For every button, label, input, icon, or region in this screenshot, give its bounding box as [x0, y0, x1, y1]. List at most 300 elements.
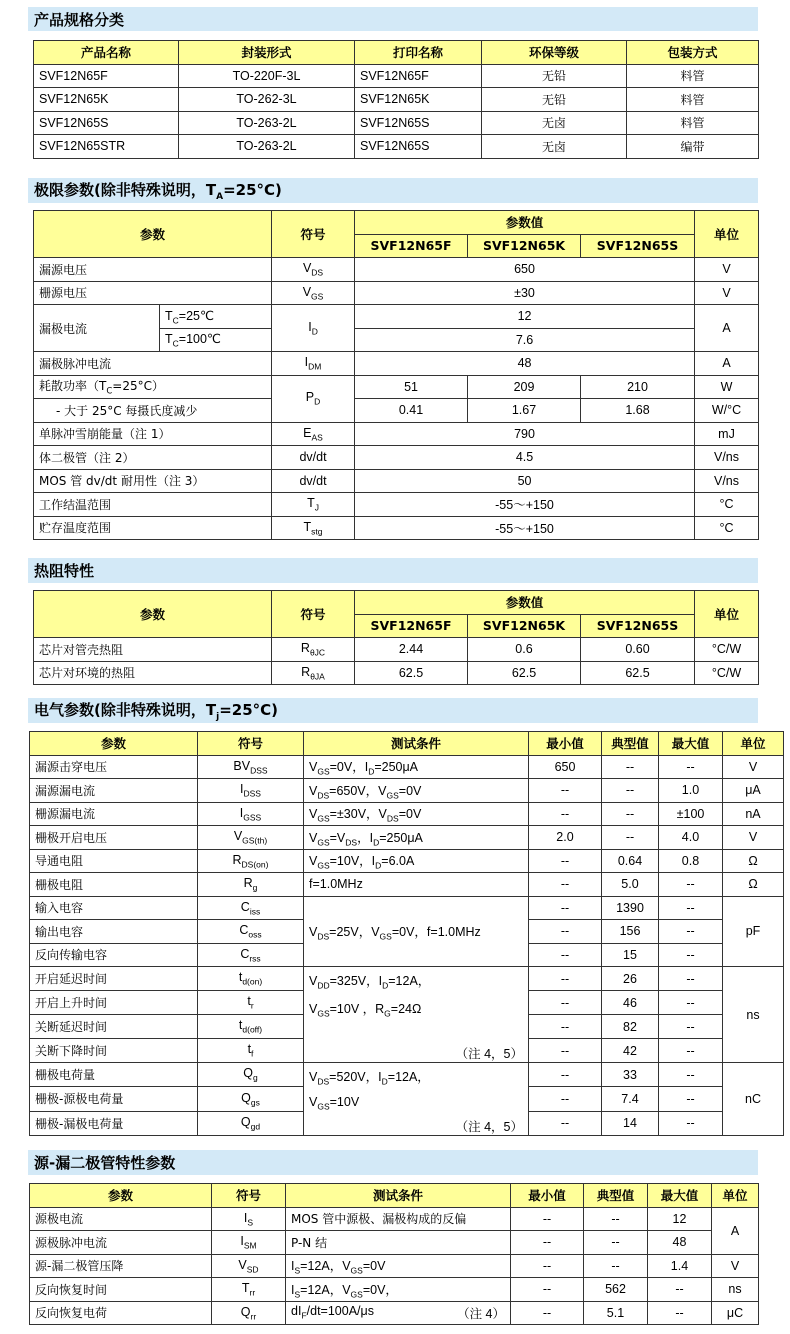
value: 7.6 — [355, 328, 695, 352]
header-cell: 符号 — [212, 1184, 286, 1208]
typ-value: 1390 — [602, 896, 659, 920]
header-cell: 单位 — [712, 1184, 759, 1208]
min-value: -- — [511, 1254, 584, 1278]
max-value: 12 — [648, 1207, 712, 1231]
header-cell: 打印名称 — [355, 41, 482, 65]
table-row — [30, 1301, 759, 1325]
param-name: 开启延迟时间 — [30, 967, 198, 991]
table-row — [30, 802, 784, 826]
section-title-absolute-max — [28, 178, 758, 203]
param-name: 导通电阻 — [30, 849, 198, 873]
test-condition: $V_{DS}=520V$，$I_D=12A$， $V_{GS}=10V$ （注 4，5） — [304, 1063, 529, 1136]
table-header-row — [34, 211, 759, 235]
value: 210 — [581, 375, 695, 399]
param-name: 体二极管（注 2） — [34, 446, 272, 470]
param-name: 栅源漏电流 — [30, 802, 198, 826]
symbol: $V_{SD}$ — [212, 1254, 286, 1278]
symbol: $t_{d(on)}$ — [198, 967, 304, 991]
symbol: $Q_{gs}$ — [198, 1087, 304, 1111]
header-cell: 符号 — [198, 732, 304, 756]
cell: 无卤 — [482, 111, 627, 135]
header-cell: 参数 — [30, 1184, 212, 1208]
unit: μC — [712, 1301, 759, 1325]
param-name: 耗散功率$(T_C=25^\circ C)$ — [34, 375, 272, 399]
table-row — [34, 446, 759, 470]
table-row — [30, 1254, 759, 1278]
header-model: SVF12N65F — [355, 234, 468, 258]
typ-value: 562 — [584, 1278, 648, 1302]
symbol: $Q_{rr}$ — [212, 1301, 286, 1325]
value: 51 — [355, 375, 468, 399]
max-value: -- — [648, 1278, 712, 1302]
typ-value: -- — [584, 1207, 648, 1231]
section-title-electrical — [28, 698, 758, 723]
param-name: 漏极脉冲电流 — [34, 352, 272, 376]
max-value: -- — [659, 943, 723, 967]
max-value: -- — [659, 1063, 723, 1087]
max-value: 1.4 — [648, 1254, 712, 1278]
unit: °C/W — [695, 661, 759, 685]
symbol: $I_{SM}$ — [212, 1231, 286, 1255]
header-cell: 封装形式 — [179, 41, 355, 65]
header-cell: 测试条件 — [304, 732, 529, 756]
unit: W — [695, 375, 759, 399]
param-name: 栅极-漏极电荷量 — [30, 1111, 198, 1135]
unit: V/ns — [695, 469, 759, 493]
unit: °C — [695, 493, 759, 517]
title-main: 电气参数(除非特殊说明，T — [34, 701, 217, 719]
table-row — [34, 638, 759, 662]
value: 4.5 — [355, 446, 695, 470]
value: 0.41 — [355, 399, 468, 423]
symbol: $T_J$ — [272, 493, 355, 517]
min-value: -- — [511, 1278, 584, 1302]
param-name: 源极电流 — [30, 1207, 212, 1231]
table-row — [30, 896, 784, 920]
cell: TO-262-3L — [179, 88, 355, 112]
symbol: $V_{GS}$ — [272, 281, 355, 305]
min-value: -- — [511, 1207, 584, 1231]
product-spec-table — [33, 40, 759, 159]
min-value: -- — [529, 896, 602, 920]
min-value: -- — [529, 779, 602, 803]
test-condition: $V_{DS}=25V$，$V_{GS}=0V$，f=1.0MHz — [304, 896, 529, 967]
typ-value: 5.0 — [602, 873, 659, 897]
param-name: 栅极电阻 — [30, 873, 198, 897]
table-row — [34, 305, 759, 329]
table-header-row — [30, 732, 784, 756]
section-title-text: 源-漏二极管特性参数 — [34, 1154, 176, 1172]
cell: SVF12N65S — [34, 111, 179, 135]
header-model: SVF12N65K — [468, 234, 581, 258]
test-condition: MOS 管中源极、漏极构成的反偏 — [286, 1207, 511, 1231]
table-header-row — [34, 591, 759, 615]
symbol: $R_{\theta JA}$ — [272, 661, 355, 685]
value: 2.44 — [355, 638, 468, 662]
unit: nC — [723, 1063, 784, 1136]
value: 209 — [468, 375, 581, 399]
unit: V — [695, 281, 759, 305]
unit: ns — [712, 1278, 759, 1302]
unit: nA — [723, 802, 784, 826]
symbol: $C_{oss}$ — [198, 920, 304, 944]
cell: SVF12N65K — [34, 88, 179, 112]
title-sub: A — [216, 192, 224, 202]
param-name: 芯片对管壳热阻 — [34, 638, 272, 662]
table-row — [34, 469, 759, 493]
unit: A — [695, 352, 759, 376]
thermal-table — [33, 590, 759, 685]
table-row — [34, 422, 759, 446]
condition: $T_C=100℃$ — [160, 328, 272, 352]
max-value: -- — [659, 991, 723, 1015]
symbol: $Q_g$ — [198, 1063, 304, 1087]
cell: 无铅 — [482, 88, 627, 112]
symbol: $t_r$ — [198, 991, 304, 1015]
max-value: -- — [659, 967, 723, 991]
cell: TO-220F-3L — [179, 64, 355, 88]
table-row — [30, 1207, 759, 1231]
cell: 编带 — [627, 135, 759, 159]
symbol: $I_S$ — [212, 1207, 286, 1231]
section-title-diode — [28, 1150, 758, 1175]
table-row — [34, 111, 759, 135]
title-main: 极限参数(除非特殊说明，T — [34, 181, 217, 199]
symbol: $Q_{gd}$ — [198, 1111, 304, 1135]
typ-value: -- — [584, 1231, 648, 1255]
param-name: 源-漏二极管压降 — [30, 1254, 212, 1278]
header-cell: 最小值 — [529, 732, 602, 756]
max-value: -- — [659, 1015, 723, 1039]
value: 1.68 — [581, 399, 695, 423]
table-row — [30, 755, 784, 779]
unit: W/°C — [695, 399, 759, 423]
param-name: 源极脉冲电流 — [30, 1231, 212, 1255]
param-name: 输入电容 — [30, 896, 198, 920]
value: 0.6 — [468, 638, 581, 662]
unit: V — [695, 258, 759, 282]
symbol: $T_{stg}$ — [272, 516, 355, 540]
cell: 料管 — [627, 88, 759, 112]
header-cell: 产品名称 — [34, 41, 179, 65]
param-name: 漏源击穿电压 — [30, 755, 198, 779]
header-cell: 典型值 — [602, 732, 659, 756]
min-value: -- — [529, 1015, 602, 1039]
unit: V — [723, 755, 784, 779]
param-name: 栅源电压 — [34, 281, 272, 305]
title-sub: j — [216, 712, 220, 722]
section-title-text — [34, 699, 278, 722]
symbol: dv/dt — [272, 469, 355, 493]
max-value: -- — [659, 1087, 723, 1111]
symbol: $E_{AS}$ — [272, 422, 355, 446]
cell: SVF12N65F — [34, 64, 179, 88]
cell: TO-263-2L — [179, 111, 355, 135]
min-value: -- — [529, 849, 602, 873]
header-unit: 单位 — [695, 591, 759, 638]
typ-value: 14 — [602, 1111, 659, 1135]
typ-value: 33 — [602, 1063, 659, 1087]
min-value: -- — [529, 1111, 602, 1135]
typ-value: 5.1 — [584, 1301, 648, 1325]
header-model: SVF12N65S — [581, 614, 695, 638]
max-value: -- — [659, 896, 723, 920]
unit: °C — [695, 516, 759, 540]
table-row — [34, 516, 759, 540]
table-row — [30, 1231, 759, 1255]
header-cell: 包装方式 — [627, 41, 759, 65]
symbol: $R_{\theta JC}$ — [272, 638, 355, 662]
symbol: $C_{rss}$ — [198, 943, 304, 967]
param-name: MOS 管 dv/dt 耐用性（注 3） — [34, 469, 272, 493]
value: 62.5 — [468, 661, 581, 685]
symbol: $t_{d(off)}$ — [198, 1015, 304, 1039]
unit: °C/W — [695, 638, 759, 662]
unit: pF — [723, 896, 784, 967]
header-values: 参数值 — [355, 211, 695, 235]
header-model: SVF12N65S — [581, 234, 695, 258]
table-row — [34, 64, 759, 88]
min-value: -- — [529, 967, 602, 991]
table-row — [30, 849, 784, 873]
param-name: 栅极-源极电荷量 — [30, 1087, 198, 1111]
min-value: -- — [529, 1063, 602, 1087]
test-condition: $V_{DD}=325V$，$I_D=12A$， $V_{GS}=10V$ ，$R_G=24\Omega$ （注 4，5） — [304, 967, 529, 1063]
value: 50 — [355, 469, 695, 493]
unit: ns — [723, 967, 784, 1063]
param-name: 关断延迟时间 — [30, 1015, 198, 1039]
max-value: -- — [659, 1111, 723, 1135]
table-row — [30, 873, 784, 897]
cell: SVF12N65K — [355, 88, 482, 112]
header-param: 参数 — [34, 211, 272, 258]
typ-value: -- — [602, 826, 659, 850]
typ-value: 0.64 — [602, 849, 659, 873]
header-symbol: 符号 — [272, 211, 355, 258]
table-row — [34, 375, 759, 399]
unit: V — [723, 826, 784, 850]
test-condition: $V_{GS}=10V$，$I_D=6.0A$ — [304, 849, 529, 873]
section-title-product-spec — [28, 7, 758, 31]
max-value: 1.0 — [659, 779, 723, 803]
header-unit: 单位 — [695, 211, 759, 258]
param-name: 栅极电荷量 — [30, 1063, 198, 1087]
value: 790 — [355, 422, 695, 446]
table-row — [34, 352, 759, 376]
condition: $T_C=25℃$ — [160, 305, 272, 329]
test-condition: f=1.0MHz — [304, 873, 529, 897]
test-condition: $V_{GS}=V_{DS}$，$I_D=250\mu A$ — [304, 826, 529, 850]
value: 48 — [355, 352, 695, 376]
min-value: -- — [529, 991, 602, 1015]
symbol: $R_g$ — [198, 873, 304, 897]
header-cell: 最大值 — [659, 732, 723, 756]
unit: Ω — [723, 873, 784, 897]
section-title-text: 热阻特性 — [34, 562, 95, 580]
value: -55～+150 — [355, 493, 695, 517]
param-name: 漏源电压 — [34, 258, 272, 282]
table-row — [30, 826, 784, 850]
max-value: -- — [648, 1301, 712, 1325]
unit: A — [695, 305, 759, 352]
symbol: $BV_{DSS}$ — [198, 755, 304, 779]
test-condition: $V_{GS}=\pm 30V$，$V_{DS}=0V$ — [304, 802, 529, 826]
header-cell: 参数 — [30, 732, 198, 756]
header-cell: 最大值 — [648, 1184, 712, 1208]
value: 650 — [355, 258, 695, 282]
typ-value: -- — [602, 779, 659, 803]
param-name: 漏源漏电流 — [30, 779, 198, 803]
typ-value: 82 — [602, 1015, 659, 1039]
max-value: -- — [659, 920, 723, 944]
unit: mJ — [695, 422, 759, 446]
value: 1.67 — [468, 399, 581, 423]
symbol: $I_{DM}$ — [272, 352, 355, 376]
min-value: -- — [529, 873, 602, 897]
min-value: 650 — [529, 755, 602, 779]
symbol: $C_{iss}$ — [198, 896, 304, 920]
unit: Ω — [723, 849, 784, 873]
cell: 料管 — [627, 64, 759, 88]
test-condition: P-N 结 — [286, 1231, 511, 1255]
typ-value: 156 — [602, 920, 659, 944]
header-cell: 测试条件 — [286, 1184, 511, 1208]
unit: A — [712, 1207, 759, 1254]
param-name: 贮存温度范围 — [34, 516, 272, 540]
param-name: 栅极开启电压 — [30, 826, 198, 850]
cell: SVF12N65F — [355, 64, 482, 88]
header-cell: 典型值 — [584, 1184, 648, 1208]
min-value: -- — [529, 1087, 602, 1111]
unit: μA — [723, 779, 784, 803]
cell: 无铅 — [482, 64, 627, 88]
symbol: $V_{GS(th)}$ — [198, 826, 304, 850]
absolute-max-table — [33, 210, 759, 540]
param-name: 输出电容 — [30, 920, 198, 944]
symbol: $I_D$ — [272, 305, 355, 352]
table-row — [30, 1278, 759, 1302]
value: ±30 — [355, 281, 695, 305]
test-condition: $I_S=12A$，$V_{GS}=0V$， — [286, 1278, 511, 1302]
table-row — [34, 135, 759, 159]
max-value: ±100 — [659, 802, 723, 826]
electrical-table — [29, 731, 784, 1136]
cell: SVF12N65S — [355, 111, 482, 135]
table-row — [34, 493, 759, 517]
min-value: -- — [529, 802, 602, 826]
value: 62.5 — [355, 661, 468, 685]
section-title-text — [34, 179, 282, 202]
value: 0.60 — [581, 638, 695, 662]
title-end: =25°C) — [219, 701, 278, 719]
max-value: -- — [659, 873, 723, 897]
max-value: 4.0 — [659, 826, 723, 850]
header-values: 参数值 — [355, 591, 695, 615]
typ-value: 7.4 — [602, 1087, 659, 1111]
symbol: $V_{DS}$ — [272, 258, 355, 282]
table-row — [30, 779, 784, 803]
max-value: -- — [659, 755, 723, 779]
max-value: 48 — [648, 1231, 712, 1255]
param-name: 漏极电流 — [34, 305, 160, 352]
param-name: 单脉冲雪崩能量（注 1） — [34, 422, 272, 446]
diode-table — [29, 1183, 759, 1325]
table-row — [30, 1063, 784, 1087]
symbol: dv/dt — [272, 446, 355, 470]
symbol: $P_D$ — [272, 375, 355, 422]
typ-value: 46 — [602, 991, 659, 1015]
header-cell: 环保等级 — [482, 41, 627, 65]
max-value: -- — [659, 1039, 723, 1063]
param-name: 关断下降时间 — [30, 1039, 198, 1063]
header-model: SVF12N65K — [468, 614, 581, 638]
header-model: SVF12N65F — [355, 614, 468, 638]
table-row — [34, 258, 759, 282]
typ-value: 26 — [602, 967, 659, 991]
symbol: $I_{GSS}$ — [198, 802, 304, 826]
test-condition: $I_S=12A$，$V_{GS}=0V$ — [286, 1254, 511, 1278]
cell: 无卤 — [482, 135, 627, 159]
test-condition: $V_{DS}=650V$，$V_{GS}=0V$ — [304, 779, 529, 803]
value: 12 — [355, 305, 695, 329]
unit: V — [712, 1254, 759, 1278]
param-name: 反向恢复时间 — [30, 1278, 212, 1302]
typ-value: 42 — [602, 1039, 659, 1063]
symbol: $t_f$ — [198, 1039, 304, 1063]
value: -55～+150 — [355, 516, 695, 540]
test-condition: $V_{GS}=0V$，$I_D=250\mu A$ — [304, 755, 529, 779]
header-cell: 最小值 — [511, 1184, 584, 1208]
param-name: - 大于 25°C 每摄氏度减少 — [34, 399, 272, 423]
table-row — [34, 661, 759, 685]
header-param: 参数 — [34, 591, 272, 638]
cell: TO-263-2L — [179, 135, 355, 159]
param-name: 反向传输电容 — [30, 943, 198, 967]
param-name: 开启上升时间 — [30, 991, 198, 1015]
typ-value: -- — [584, 1254, 648, 1278]
typ-value: 15 — [602, 943, 659, 967]
max-value: 0.8 — [659, 849, 723, 873]
min-value: -- — [529, 1039, 602, 1063]
symbol: $R_{DS(on)}$ — [198, 849, 304, 873]
test-condition: $dI_F/dt=100A/\mu s$ （注 4） — [286, 1301, 511, 1325]
symbol: $I_{DSS}$ — [198, 779, 304, 803]
param-name: 芯片对环境的热阻 — [34, 661, 272, 685]
typ-value: -- — [602, 802, 659, 826]
header-cell: 单位 — [723, 732, 784, 756]
table-header-row — [30, 1184, 759, 1208]
min-value: -- — [511, 1301, 584, 1325]
table-row — [34, 88, 759, 112]
table-row — [34, 281, 759, 305]
min-value: -- — [511, 1231, 584, 1255]
cell: 料管 — [627, 111, 759, 135]
param-name: 反向恢复电荷 — [30, 1301, 212, 1325]
section-title-thermal — [28, 558, 758, 583]
table-row — [34, 399, 759, 423]
title-end: =25°C) — [223, 181, 282, 199]
min-value: -- — [529, 920, 602, 944]
cell: SVF12N65S — [355, 135, 482, 159]
header-symbol: 符号 — [272, 591, 355, 638]
param-name: 工作结温范围 — [34, 493, 272, 517]
cell: SVF12N65STR — [34, 135, 179, 159]
table-row — [30, 967, 784, 991]
typ-value: -- — [602, 755, 659, 779]
min-value: 2.0 — [529, 826, 602, 850]
symbol: $T_{rr}$ — [212, 1278, 286, 1302]
unit: V/ns — [695, 446, 759, 470]
